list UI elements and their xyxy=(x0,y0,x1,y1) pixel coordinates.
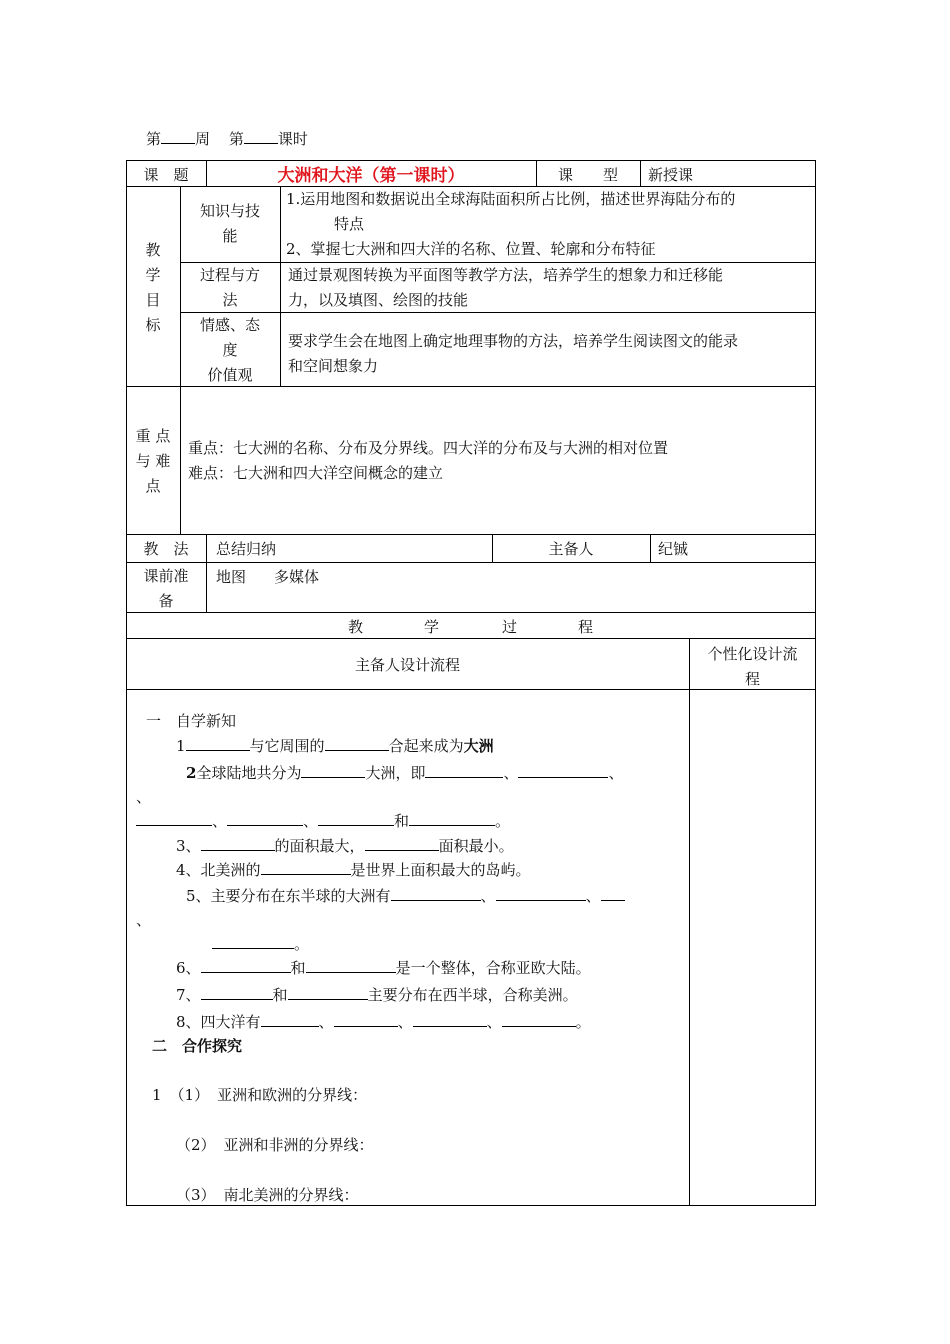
header-keshi: 课时 xyxy=(277,130,308,148)
lesson-header xyxy=(146,128,308,149)
blank-input[interactable] xyxy=(409,811,495,826)
blank-input[interactable] xyxy=(288,985,368,1000)
section-cooperation: 二 合作探究 xyxy=(152,1037,243,1055)
blank-input[interactable] xyxy=(391,886,481,901)
question-5: 5、主要分布在东半球的大洲有 、 、 xyxy=(186,885,625,906)
header-di2: 第 xyxy=(228,130,244,148)
blank-input[interactable] xyxy=(212,934,294,949)
blank-input[interactable] xyxy=(318,811,394,826)
question-8: 8、四大洋有 、 、 、 。 xyxy=(176,1013,591,1031)
blank-input[interactable] xyxy=(502,1012,576,1027)
knowledge-label: 知识与技 能 xyxy=(199,202,260,245)
question-6: 6、 和 是一个整体，合称亚欧大陆。 xyxy=(176,959,591,977)
explore-3: （3） 南北美洲的分界线： xyxy=(176,1186,359,1204)
type-label: 课 型 xyxy=(557,166,618,184)
blank-input[interactable] xyxy=(325,736,389,751)
blank-input[interactable] xyxy=(201,958,291,973)
process-label: 过程与方 法 xyxy=(199,266,260,309)
blank-input[interactable] xyxy=(201,836,275,851)
blank-input[interactable] xyxy=(261,1012,319,1027)
key-point: 重点：七大洲的名称、分布及分界线。四大洋的分布及与大洲的相对位置 xyxy=(188,439,669,457)
question-7: 7、 和 主要分布在西半球，合称美洲。 xyxy=(176,986,578,1004)
emotion-content: 要求学生会在地图上确定地理事物的方法，培养学生阅读图文的能录 和空间想象力 xyxy=(288,332,739,375)
question-1: 1 与它周围的 合起来成为大洲 xyxy=(176,737,494,755)
personal-column-header: 个性化设计流 程 xyxy=(707,645,798,688)
question-2-cont: 、 、 和 。 xyxy=(136,810,510,831)
keypoints-label: 重 点 与 难 点 xyxy=(135,427,171,495)
explore-2: （2） 亚洲和非洲的分界线： xyxy=(176,1136,374,1154)
header-di: 第 xyxy=(146,130,162,148)
blank-input[interactable] xyxy=(334,1012,398,1027)
lesson-title: 大洲和大洋（第一课时） xyxy=(277,166,465,186)
keypoints-content xyxy=(188,436,808,486)
type-value: 新授课 xyxy=(648,166,694,184)
blank-input[interactable] xyxy=(601,886,625,901)
period-blank[interactable] xyxy=(244,129,278,144)
title-label: 课 题 xyxy=(143,166,189,184)
method-value: 总结归纳 xyxy=(216,540,277,558)
question-5-sep: 、 xyxy=(136,911,152,929)
question-2-sep: 、 xyxy=(136,788,152,806)
explore-1: 1 （1） 亚洲和欧洲的分界线： xyxy=(152,1086,368,1104)
preparer-label: 主备人 xyxy=(548,540,594,558)
blank-input[interactable] xyxy=(261,860,351,875)
preparer-value: 纪铖 xyxy=(658,540,689,558)
blank-input[interactable] xyxy=(306,958,396,973)
section-self-study: 一 自学新知 xyxy=(146,712,237,730)
blank-input[interactable] xyxy=(186,736,250,751)
blank-input[interactable] xyxy=(425,763,503,778)
blank-input[interactable] xyxy=(201,985,273,1000)
blank-input[interactable] xyxy=(365,836,439,851)
header-zhou: 周 xyxy=(195,130,211,148)
emotion-label: 情感、态 度 价值观 xyxy=(199,316,260,384)
blank-input[interactable] xyxy=(301,763,365,778)
blank-input[interactable] xyxy=(496,886,586,901)
prep-value: 地图 多媒体 xyxy=(216,568,320,586)
method-label: 教 法 xyxy=(143,540,189,558)
difficult-point: 难点：七大洲和四大洋空间概念的建立 xyxy=(188,464,444,482)
question-3: 3、 的面积最大， 面积最小。 xyxy=(176,837,514,855)
blank-input[interactable] xyxy=(413,1012,487,1027)
question-2: 2全球陆地共分为 大洲，即 、 、 xyxy=(186,764,624,782)
knowledge-content: 1.运用地图和数据说出全球海陆面积所占比例，描述世界海陆分布的 特点 2、掌握七大洲和四大洋的名称、位置、轮廓和分布特征 xyxy=(286,190,736,258)
blank-input[interactable] xyxy=(227,811,303,826)
blank-input[interactable] xyxy=(518,763,608,778)
main-column-header: 主备人设计流程 xyxy=(354,656,460,674)
question-4: 4、北美洲的 是世界上面积最大的岛屿。 xyxy=(176,861,531,879)
week-blank[interactable] xyxy=(161,129,195,144)
question-5-cont: 。 xyxy=(212,933,309,954)
process-content: 通过景观图转换为平面图等教学方法，培养学生的想象力和迁移能 力，以及填图、绘图的技能 xyxy=(288,266,724,309)
blank-input[interactable] xyxy=(136,811,212,826)
goals-label: 教 学 目 标 xyxy=(145,241,161,334)
prep-label: 课前准 备 xyxy=(143,567,189,610)
